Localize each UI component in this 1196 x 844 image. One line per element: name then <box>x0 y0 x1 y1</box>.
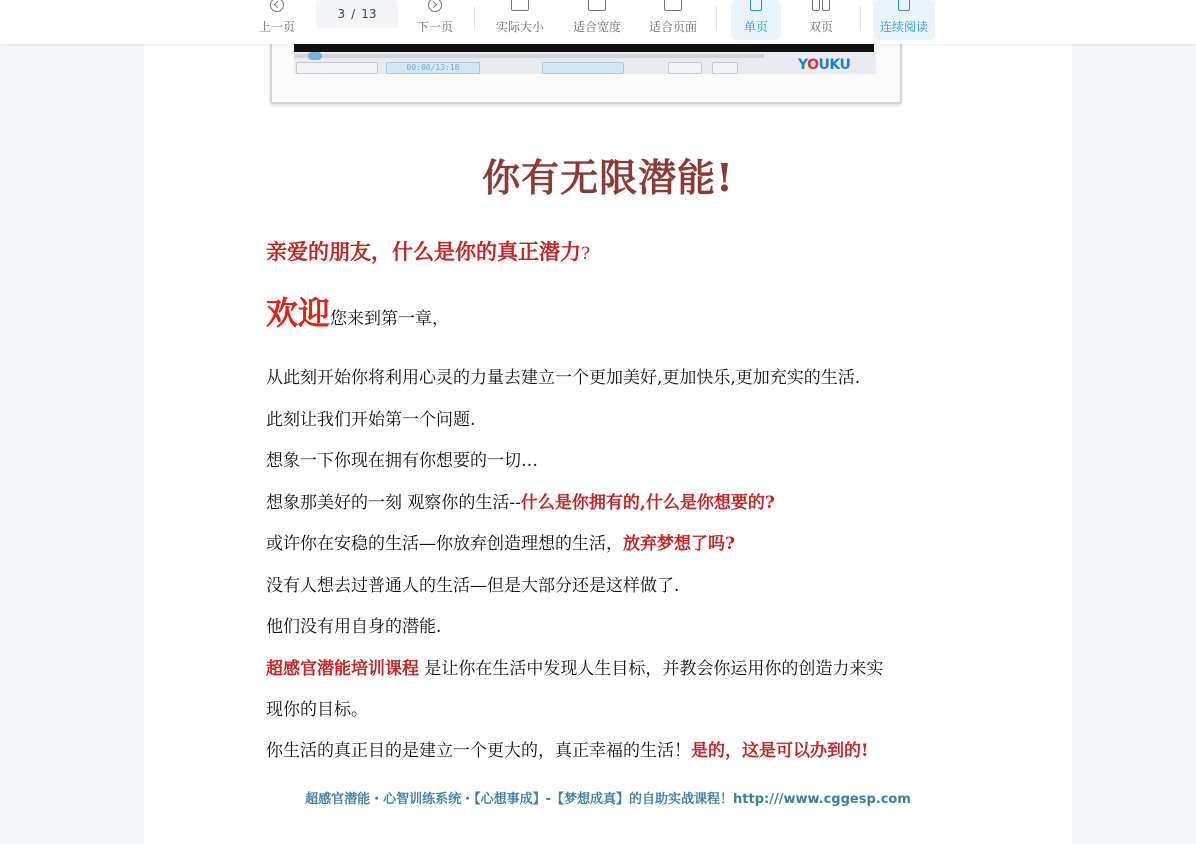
chevron-left-circle-icon <box>268 2 286 16</box>
fit-page-label: 适合页面 <box>648 20 697 34</box>
prev-page-button[interactable] <box>256 0 298 40</box>
body-line-4 <box>266 488 775 513</box>
body-line-5 <box>266 529 735 554</box>
document-page <box>144 44 1072 844</box>
video-controls <box>294 52 876 74</box>
body-line-10-plain: 你生活的真正目的是建立一个更大的，真正幸福的生活！ <box>266 741 691 761</box>
prev-page-label: 上一页 <box>258 20 295 34</box>
continuous-read-icon <box>895 2 913 16</box>
question-heading: 亲爱的朋友，什么是你的真正潜力 <box>266 239 581 264</box>
question-heading-line <box>266 236 590 266</box>
welcome-line <box>266 288 449 334</box>
body-line-2: 此刻让我们开始第一个问题. <box>266 410 476 430</box>
actual-size-icon <box>511 2 529 16</box>
double-page-button[interactable] <box>796 0 846 40</box>
page-number-input[interactable] <box>316 0 398 28</box>
continuous-read-label: 连续阅读 <box>879 20 928 34</box>
fit-width-icon <box>588 2 606 16</box>
actual-size-label: 实际大小 <box>495 20 544 34</box>
body-line-1: 从此刻开始你将利用心灵的力量去建立一个更加美好,更加快乐,更加充实的生活. <box>266 368 861 388</box>
fit-page-icon <box>664 2 682 16</box>
welcome-rest-text: 您来到第一章， <box>330 309 450 329</box>
youku-logo: YOUKU <box>798 57 851 73</box>
fullscreen-button <box>712 62 738 74</box>
video-progress-bar <box>294 54 764 58</box>
actual-size-button[interactable] <box>492 0 548 40</box>
single-page-icon <box>747 2 765 16</box>
body-line-6: 没有人想去过普通人的生活—但是大部分还是这样做了. <box>266 576 680 596</box>
reader-toolbar <box>0 0 1196 44</box>
volume-slider <box>542 62 624 74</box>
settings-button <box>668 62 702 74</box>
welcome-big-text: 欢迎 <box>266 294 331 332</box>
body-line-9: 现你的目标。 <box>266 700 368 720</box>
body-line-8 <box>266 654 883 679</box>
continuous-read-button[interactable] <box>873 0 935 40</box>
toolbar-divider <box>860 6 861 30</box>
body-line-3: 想象一下你现在拥有你想要的一切… <box>266 451 538 471</box>
current-page: 3 <box>337 7 346 21</box>
double-page-icon <box>812 2 830 16</box>
single-page-button[interactable] <box>731 0 781 40</box>
single-page-label: 单页 <box>743 20 768 34</box>
video-time: 00:00/13:18 <box>386 62 480 74</box>
body-line-5-highlight: 放弃梦想了吗? <box>623 534 735 554</box>
body-line-10-highlight: 是的，这是可以办到的! <box>691 741 869 761</box>
page-footer: 超感官潜能・心智训练系统・【心想事成】-【梦想成真】的自助实战课程！http:///www.cggesp.com <box>305 792 911 807</box>
fit-page-button[interactable] <box>645 0 701 40</box>
play-button <box>296 62 378 74</box>
body-line-4-plain: 想象那美好的一刻 观察你的生活-- <box>266 493 521 513</box>
fit-width-button[interactable] <box>569 0 625 40</box>
document-title: 你有无限潜能! <box>482 155 734 200</box>
next-page-button[interactable] <box>414 0 456 40</box>
body-line-8-plain: 是让你在生活中发现人生目标，并教会你运用你的创造力来实 <box>419 659 884 679</box>
next-page-label: 下一页 <box>416 20 453 34</box>
double-page-label: 双页 <box>808 20 833 34</box>
chevron-right-circle-icon <box>426 2 444 16</box>
course-name: 超感官潜能培训课程 <box>266 659 419 679</box>
toolbar-divider <box>716 6 717 30</box>
toolbar-divider <box>474 6 475 30</box>
video-thumbnail <box>270 40 902 104</box>
total-pages: 13 <box>361 7 377 21</box>
body-line-4-highlight: 什么是你拥有的,什么是你想要的? <box>520 493 775 513</box>
body-line-10 <box>266 736 868 761</box>
question-mark: ? <box>581 244 591 264</box>
body-line-5-plain: 或许你在安稳的生活—你放弃创造理想的生活， <box>266 534 623 554</box>
page-separator: / <box>351 7 356 21</box>
body-line-7: 他们没有用自身的潜能. <box>266 617 442 637</box>
fit-width-label: 适合宽度 <box>572 20 621 34</box>
